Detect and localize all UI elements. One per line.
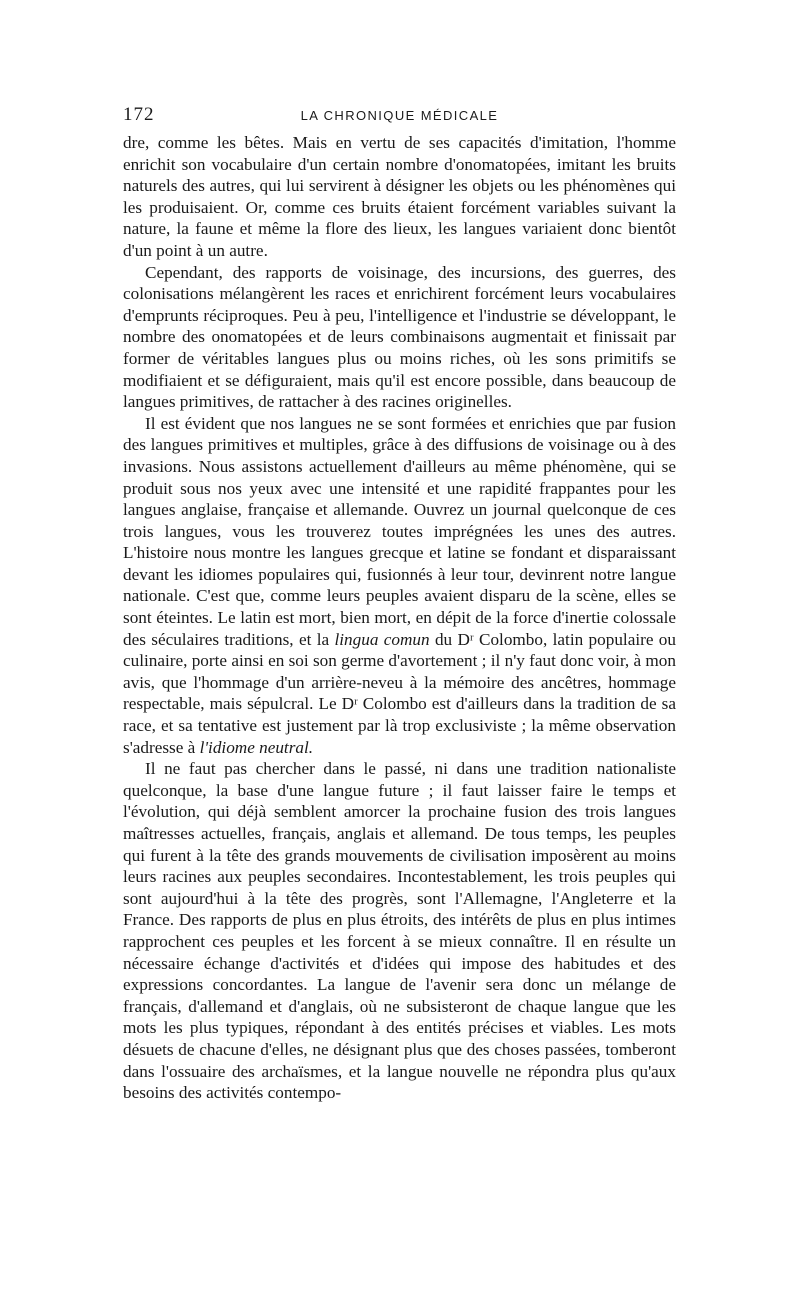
italic-term-idiome-neutral: l'idiome neutral. <box>199 737 314 757</box>
paragraph-3-text-a: Il est évident que nos langues ne se sont formées et enrichies que par fusion des langues primitives et multiples, grâce à des diffusions de voisinage ou à des invasions. Nous assistons actuellement d'ailleurs au même phénomène, qui se produit sous nos yeux avec une intensité et une rapidité frappantes pour les langues anglaise, française et allemande. Ouvrez un journal quelconque de ces trois langues, vous les trouverez toutes imprégnées les unes des autres. L'histoire nous montre les langues grecque et latine se fondant et disparaissant devant les idiomes populaires qui, fusionnés à leur tour, devinrent notre langue nationale. C'est que, comme leurs peuples avaient disparu de la scène, elles se sont éteintes. Le latin est mort, bien mort, en dépit de la force d'inertie colossale des séculaires traditions, et la <box>123 413 676 649</box>
running-title: LA CHRONIQUE MÉDICALE <box>300 108 499 123</box>
article-body <box>123 132 676 1104</box>
paragraph-4: Il ne faut pas chercher dans le passé, ni dans une tradition nationaliste quelconque, la base d'une langue future ; il faut laisser faire le temps et l'évolution, qui déjà semblent amorcer la prochaine fusion des trois langues maîtresses actuelles, français, anglais et allemand. De tous temps, les peuples qui furent à la tête des grands mouvements de civilisation imposèrent au moins leurs racines aux peuples secondaires. Incontestablement, les trois peuples qui sont aujourd'hui à la tête des progrès, sont l'Allemagne, l'Angleterre et la France. Des rapports de plus en plus étroits, des intérêts de plus en plus intimes rapprochent ces peuples et les forcent à se mieux connaître. Il en résulte un nécessaire échange d'activités et d'idées qui impose des habitudes et des expressions concordantes. La langue de l'avenir sera donc un mélange de français, d'allemand et d'anglais, où ne subsisteront de chaque langue que les mots les plus typiques, répondant à des entités précises et viables. Les mots désuets de chacune d'elles, ne désignant plus que des choses passées, tomberont dans l'ossuaire des archaïsmes, et la langue nouvelle ne répondra plus qu'aux besoins des activités contempo- <box>123 759 676 1103</box>
paragraph-2: Cependant, des rapports de voisinage, des incursions, des guerres, des colonisations mélangèrent les races et enrichirent forcément leurs vocabulaires d'emprunts réciproques. Peu à peu, l'intelligence et l'industrie se développant, le nombre des onomatopées et de leurs combinaisons augmentait et finissait par former de véritables langues plus ou moins riches, où les sons primitifs se modifiaient et se défiguraient, mais qu'il est encore possible, dans beaucoup de langues primitives, de rattacher à des racines originelles. <box>123 262 676 412</box>
paragraph-3 <box>123 413 676 759</box>
paragraph-1: dre, comme les bêtes. Mais en vertu de ses capacités d'imitation, l'homme enrichit son vocabulaire d'un certain nombre d'onomatopées, imitant les bruits naturels des autres, qui lui servirent à désigner les objets ou les phénomènes qui les produisaient. Or, comme ces bruits étaient forcément variables suivant la nature, la faune et même la flore des lieux, les langues variaient donc bientôt d'un point à un autre. <box>123 133 676 260</box>
page-header <box>123 104 676 128</box>
page-number: 172 <box>123 104 155 125</box>
paragraph-3-text-b: du Dʳ Colombo, latin populaire ou culinaire, porte ainsi en soi son germe d'avortement ; il n'y faut donc voir, à mon avis, que l'hommage d'un arrière-neveu à la mémoire des ancêtres, hommage respectable, mais sépulcral. Le Dʳ Colombo est d'ailleurs dans la tradition de sa race, et sa tentative est justement par là trop exclusiviste ; la même observation s'adresse à <box>123 629 676 757</box>
italic-term-lingua-comun: lingua comun <box>334 629 430 649</box>
